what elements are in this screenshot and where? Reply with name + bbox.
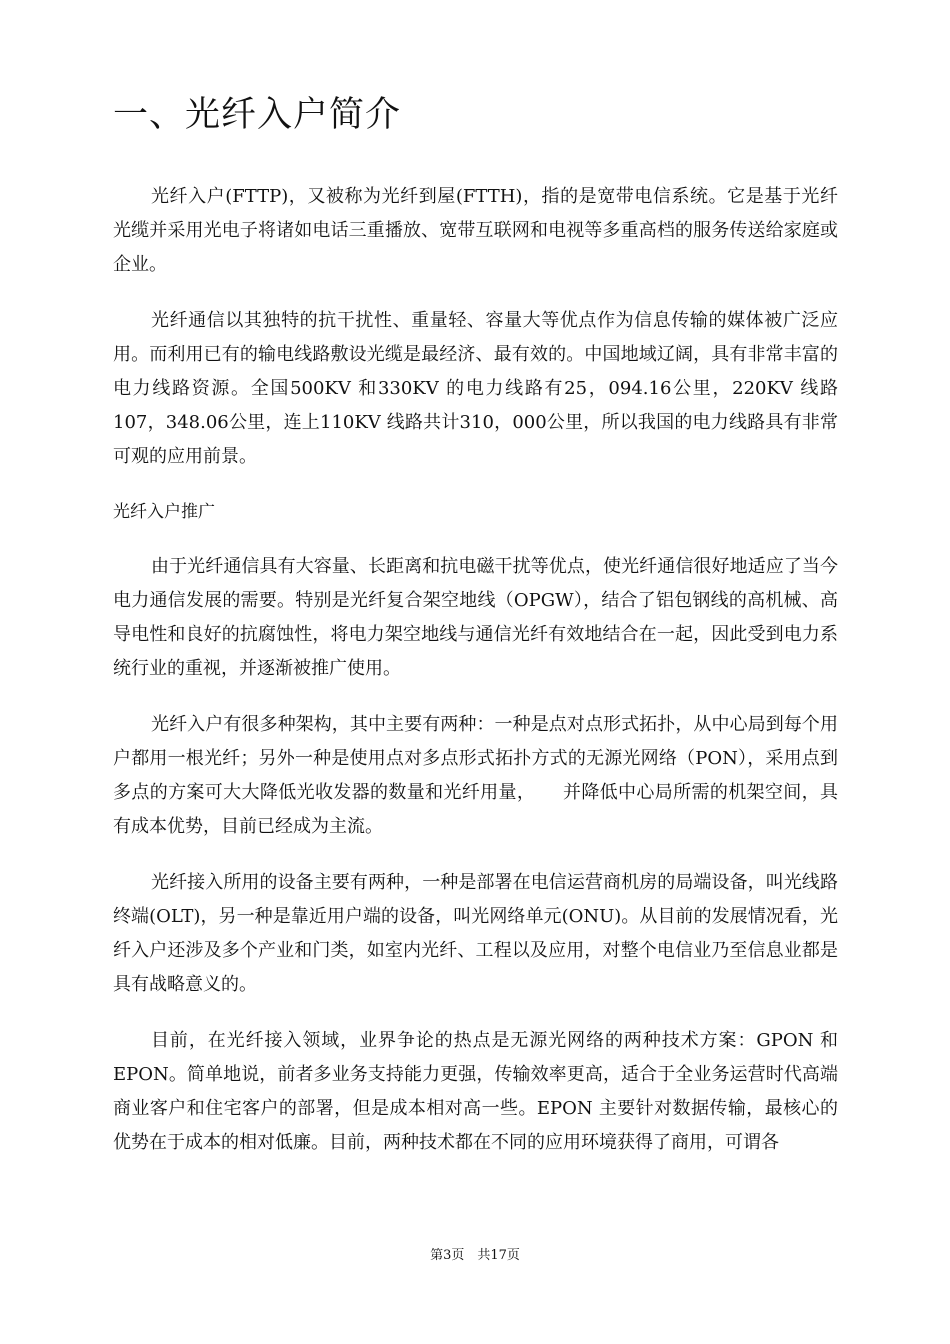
body-paragraph-1: 由于光纤通信具有大容量、长距离和抗电磁干扰等优点，使光纤通信很好地适应了当今电力通信发展的需要。特别是光纤复合架空地线（OPGW），结合了铝包钢线的高机械、高导电性和良好的抗腐蚀性，将电力架空地线与通信光纤有效地结合在一起，因此受到电力系统行业的重视，并逐渐被推广使用。	[113, 556, 838, 679]
page-footer: 第3页 共17页	[430, 1248, 520, 1263]
page-title: 一、光纤入户简介	[113, 95, 402, 135]
body-paragraph-3: 光纤接入所用的设备主要有两种，一种是部署在电信运营商机房的局端设备，叫光线路终端(OLT)，另一种是靠近用户端的设备，叫光网络单元(ONU)。从目前的发展情况看，光纤入户还涉及多个产业和门类，如室内光纤、工程以及应用，对整个电信业乃至信息业都是具有战略意义的。	[113, 872, 838, 995]
section-subheading: 光纤入户推广	[113, 502, 215, 522]
body-paragraph-2: 光纤入户有很多种架构，其中主要有两种：一种是点对点形式拓扑，从中心局到每个用户都用一根光纤；另外一种是使用点对多点形式拓扑方式的无源光网络（PON），采用点到多点的方案可大大降低光收发器的数量和光纤用量， 并降低中心局所需的机架空间，具有成本优势，目前已经成为主流。	[113, 714, 838, 837]
intro-paragraph-2: 光纤通信以其独特的抗干扰性、重量轻、容量大等优点作为信息传输的媒体被广泛应用。而利用已有的输电线路敷设光缆是最经济、最有效的。中国地域辽阔，具有非常丰富的电力线路资源。全国500KV 和330KV 的电力线路有25，094.16公里，220KV 线路107，348.06公里，连上110KV 线路共计310，000公里，所以我国的电力线路具有非常可观的应用前景。	[113, 310, 838, 467]
body-paragraph-4: 目前，在光纤接入领域，业界争论的热点是无源光网络的两种技术方案：GPON 和EPON。简单地说，前者多业务支持能力更强，传输效率更高，适合于全业务运营时代高端商业客户和住宅客户的部署，但是成本相对高一些。EPON 主要针对数据传输，最核心的优势在于成本的相对低廉。目前，两种技术都在不同的应用环境获得了商用，可谓各	[113, 1030, 838, 1153]
document-body	[113, 180, 838, 1182]
intro-paragraph-1: 光纤入户(FTTP)，又被称为光纤到屋(FTTH)，指的是宽带电信系统。它是基于光纤光缆并采用光电子将诸如电话三重播放、宽带互联网和电视等多重高档的服务传送给家庭或企业。	[113, 186, 838, 275]
